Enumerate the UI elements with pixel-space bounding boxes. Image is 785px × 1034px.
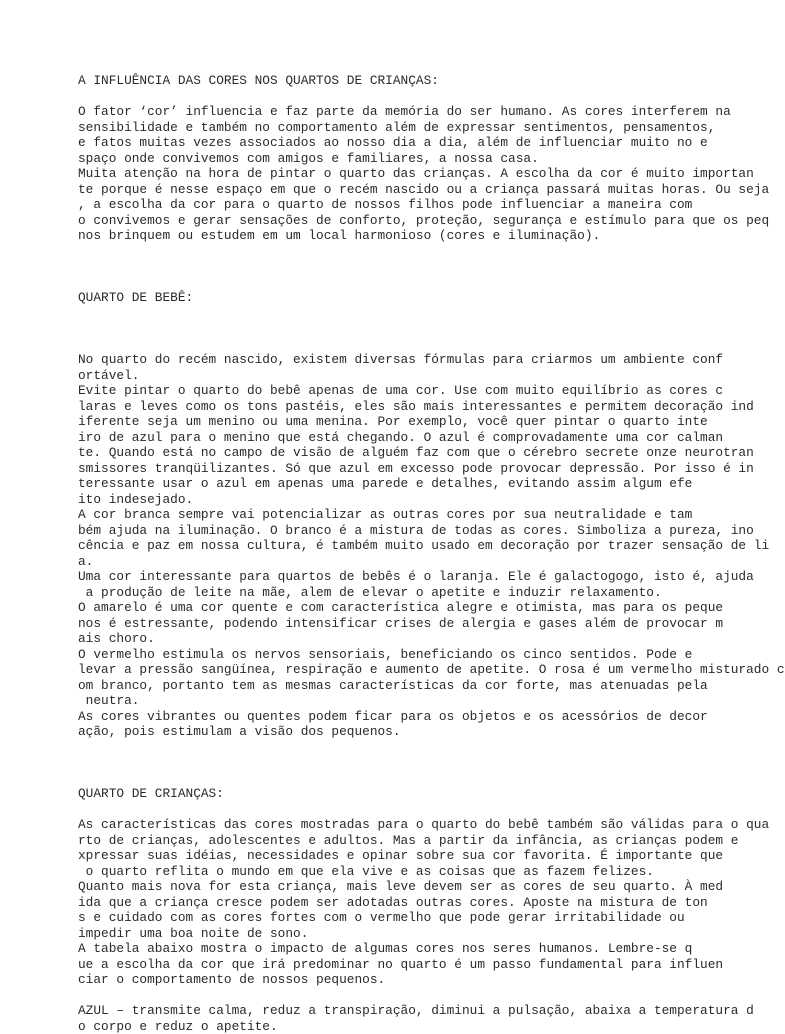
blank-line	[78, 321, 778, 337]
text-line: cência e paz em nossa cultura, é também muito usado em decoração por trazer sensação de li	[78, 538, 778, 554]
text-line: nos brinquem ou estudem em um local harmonioso (cores e iluminação).	[78, 228, 778, 244]
text-line: As características das cores mostradas para o quarto do bebê também são válidas para o qua	[78, 817, 778, 833]
text-line: No quarto do recém nascido, existem diversas fórmulas para criarmos um ambiente conf	[78, 352, 778, 368]
text-line: AZUL – transmite calma, reduz a transpiração, diminui a pulsação, abaixa a temperatura d	[78, 1003, 778, 1019]
text-line: QUARTO DE CRIANÇAS:	[78, 786, 778, 802]
text-line: a produção de leite na mãe, alem de elevar o apetite e induzir relaxamento.	[78, 585, 778, 601]
text-line: om branco, portanto tem as mesmas características da cor forte, mas atenuadas pela	[78, 678, 778, 694]
blank-line	[78, 275, 778, 291]
blank-line	[78, 337, 778, 353]
text-line: neutra.	[78, 693, 778, 709]
text-line: sensibilidade e também no comportamento além de expressar sentimentos, pensamentos,	[78, 120, 778, 136]
text-line: iro de azul para o menino que está chegando. O azul é comprovadamente uma cor calman	[78, 430, 778, 446]
text-line: o corpo e reduz o apetite.	[78, 1019, 778, 1034]
text-line: te porque é nesse espaço em que o recém nascido ou a criança passará muitas horas. Ou seja	[78, 182, 778, 198]
text-line: ue a escolha da cor que irá predominar no quarto é um passo fundamental para influen	[78, 957, 778, 973]
text-line: O vermelho estimula os nervos sensoriais, beneficiando os cinco sentidos. Pode e	[78, 647, 778, 663]
blank-line	[78, 244, 778, 260]
blank-line	[78, 755, 778, 771]
text-line: ação, pois estimulam a visão dos pequenos.	[78, 724, 778, 740]
text-line: spaço onde convivemos com amigos e familiares, a nossa casa.	[78, 151, 778, 167]
text-line: te. Quando está no campo de visão de alguém faz com que o cérebro secrete onze neurotran	[78, 445, 778, 461]
text-line: ciar o comportamento de nossos pequenos.	[78, 972, 778, 988]
text-line: laras e leves como os tons pastéis, eles são mais interessantes e permitem decoração ind	[78, 399, 778, 415]
text-line: bém ajuda na iluminação. O branco é a mistura de todas as cores. Simboliza a pureza, ino	[78, 523, 778, 539]
text-line: Quanto mais nova for esta criança, mais leve devem ser as cores de seu quarto. À med	[78, 879, 778, 895]
text-line: Uma cor interessante para quartos de bebês é o laranja. Ele é galactogogo, isto é, ajuda	[78, 569, 778, 585]
text-line: O amarelo é uma cor quente e com característica alegre e otimista, mas para os peque	[78, 600, 778, 616]
text-line: iferente seja um menino ou uma menina. Por exemplo, você quer pintar o quarto inte	[78, 414, 778, 430]
document-body	[78, 73, 778, 1034]
text-line: QUARTO DE BEBÊ:	[78, 290, 778, 306]
text-line: rto de crianças, adolescentes e adultos. Mas a partir da infância, as crianças podem e	[78, 833, 778, 849]
text-line: e fatos muitas vezes associados ao nosso dia a dia, além de influenciar muito no e	[78, 135, 778, 151]
text-line: ortável.	[78, 368, 778, 384]
text-line: impedir uma boa noite de sono.	[78, 926, 778, 942]
text-line: levar a pressão sangüínea, respiração e aumento de apetite. O rosa é um vermelho misturado c	[78, 662, 778, 678]
text-line: O fator ‘cor’ influencia e faz parte da memória do ser humano. As cores interferem na	[78, 104, 778, 120]
blank-line	[78, 259, 778, 275]
text-line: , a escolha da cor para o quarto de nossos filhos pode influenciar a maneira com	[78, 197, 778, 213]
text-line: s e cuidado com as cores fortes com o vermelho que pode gerar irritabilidade ou	[78, 910, 778, 926]
blank-line	[78, 89, 778, 105]
blank-line	[78, 802, 778, 818]
text-line: o quarto reflita o mundo em que ela vive e as coisas que as fazem felizes.	[78, 864, 778, 880]
text-line: a.	[78, 554, 778, 570]
text-line: A cor branca sempre vai potencializar as outras cores por sua neutralidade e tam	[78, 507, 778, 523]
blank-line	[78, 771, 778, 787]
text-line: As cores vibrantes ou quentes podem ficar para os objetos e os acessórios de decor	[78, 709, 778, 725]
text-line: xpressar suas idéias, necessidades e opinar sobre sua cor favorita. É importante que	[78, 848, 778, 864]
text-line: Muita atenção na hora de pintar o quarto das crianças. A escolha da cor é muito importan	[78, 166, 778, 182]
text-line: A INFLUÊNCIA DAS CORES NOS QUARTOS DE CRIANÇAS:	[78, 73, 778, 89]
text-line: Evite pintar o quarto do bebê apenas de uma cor. Use com muito equilíbrio as cores c	[78, 383, 778, 399]
text-line: nos é estressante, podendo intensificar crises de alergia e gases além de provocar m	[78, 616, 778, 632]
blank-line	[78, 306, 778, 322]
text-line: ais choro.	[78, 631, 778, 647]
text-line: o convivemos e gerar sensações de conforto, proteção, segurança e estímulo para que os peq	[78, 213, 778, 229]
text-line: smissores tranqüilizantes. Só que azul em excesso pode provocar depressão. Por isso é in	[78, 461, 778, 477]
blank-line	[78, 988, 778, 1004]
text-line: teressante usar o azul em apenas uma parede e detalhes, evitando assim algum efe	[78, 476, 778, 492]
text-line: ida que a criança cresce podem ser adotadas outras cores. Aposte na mistura de ton	[78, 895, 778, 911]
text-line: A tabela abaixo mostra o impacto de algumas cores nos seres humanos. Lembre-se q	[78, 941, 778, 957]
text-line: ito indesejado.	[78, 492, 778, 508]
blank-line	[78, 740, 778, 756]
